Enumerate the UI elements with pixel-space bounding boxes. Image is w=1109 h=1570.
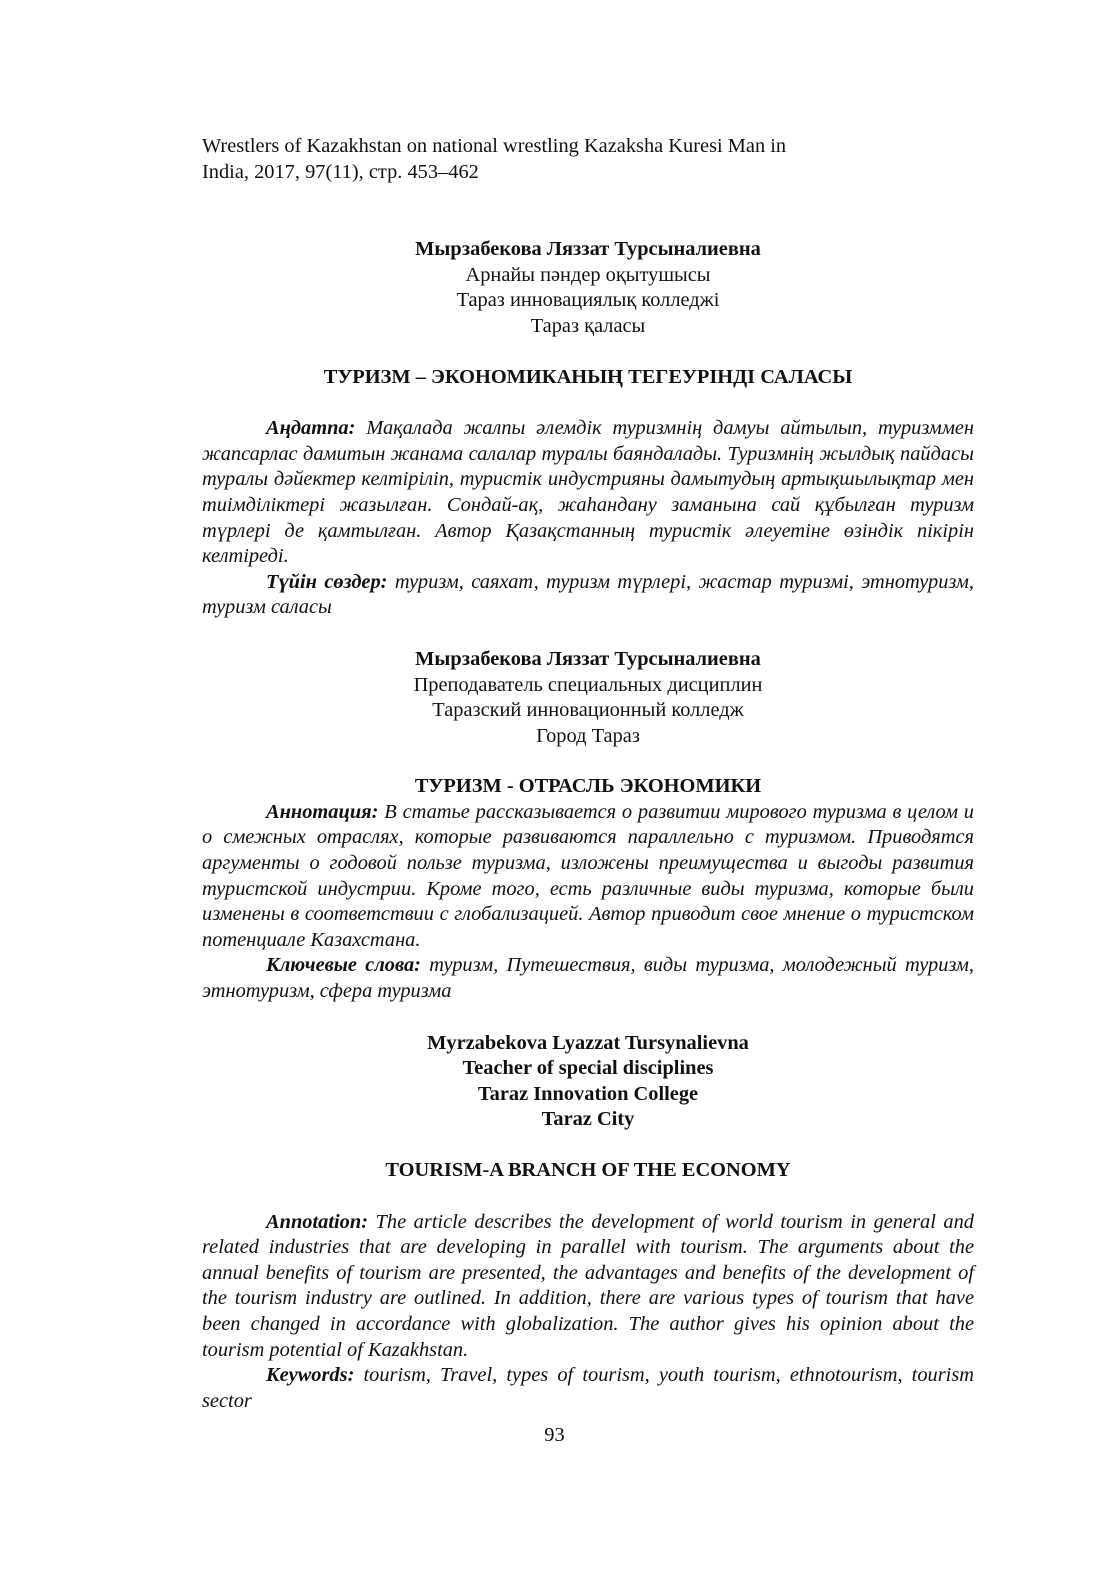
russian-keywords bbox=[202, 953, 974, 1004]
page-number: 93 bbox=[544, 1424, 565, 1446]
russian-section bbox=[202, 647, 974, 1005]
kazakh-author-position: Арнайы пәндер оқытушысы bbox=[465, 263, 711, 286]
kazakh-abstract bbox=[202, 416, 974, 570]
russian-abstract bbox=[202, 800, 974, 954]
english-author-name: Myrzabekova Lyazzat Tursynalievna bbox=[427, 1031, 749, 1054]
russian-author-block bbox=[202, 647, 974, 749]
english-abstract-label: Annotation: bbox=[266, 1210, 368, 1233]
russian-author-position: Преподаватель специальных дисциплин bbox=[413, 673, 763, 696]
kazakh-keywords bbox=[202, 570, 974, 621]
english-author-city: Taraz City bbox=[541, 1108, 635, 1131]
russian-keywords-label: Ключевые слова: bbox=[266, 954, 421, 977]
russian-abstract-text: В статье рассказывается о развитии мирового туризма в целом и о смежных отраслях, которые развиваются параллельно с туризмом. Приводятся аргументы о годовой пользе туризма, изложены преимущества и выгоды развития туристской индустрии. Кроме того, есть различные виды туризма, которые были изменены в соответствии с глобализацией. Автор приводит свое мнение о туристском потенциале Казахстана. bbox=[202, 800, 974, 951]
english-keywords-text: tourism, Travel, types of tourism, youth tourism, ethnotourism, tourism sector bbox=[202, 1364, 974, 1412]
kazakh-section bbox=[202, 237, 974, 621]
kazakh-keywords-label: Түйін сөздер: bbox=[266, 570, 388, 593]
russian-article-title: ТУРИЗМ - ОТРАСЛЬ ЭКОНОМИКИ bbox=[414, 775, 762, 798]
kazakh-keywords-text: туризм, саяхат, туризм түрлері, жастар туризмі, этнотуризм, туризм саласы bbox=[202, 570, 974, 619]
russian-abstract-label: Аннотация: bbox=[266, 800, 379, 823]
reference-line-2: India, 2017, 97(11), стр. 453–462 bbox=[202, 160, 479, 183]
reference-continuation bbox=[202, 134, 974, 185]
kazakh-author-institution: Тараз инновациялық колледжі bbox=[456, 289, 720, 312]
english-author-block bbox=[202, 1031, 974, 1133]
english-author-position: Teacher of special disciplines bbox=[462, 1057, 714, 1080]
kazakh-author-name: Мырзабекова Ляззат Турсыналиевна bbox=[415, 238, 761, 261]
english-abstract bbox=[202, 1210, 974, 1364]
kazakh-article-title: ТУРИЗМ – ЭКОНОМИКАНЫҢ ТЕГЕУРІНДІ САЛАСЫ bbox=[323, 365, 853, 388]
english-article-title: TOURISM-A BRANCH OF THE ECONOMY bbox=[385, 1159, 791, 1181]
russian-author-name: Мырзабекова Ляззат Турсыналиевна bbox=[415, 647, 761, 670]
russian-author-institution: Таразский инновационный колледж bbox=[432, 699, 744, 722]
kazakh-author-block bbox=[202, 237, 974, 339]
kazakh-abstract-label: Аңдатпа: bbox=[266, 417, 356, 440]
russian-keywords-text: туризм, Путешествия, виды туризма, молодежный туризм, этнотуризм, сфера туризма bbox=[202, 954, 974, 1003]
russian-author-city: Город Тараз bbox=[536, 724, 640, 747]
english-keywords bbox=[202, 1363, 974, 1414]
page-content bbox=[202, 134, 974, 1414]
kazakh-abstract-text: Мақалада жалпы әлемдік туризмнің дамуы айтылып, туризммен жапсарлас дамитын жанама салалар туралы баяндалады. Туризмнің жылдық пайдасы туралы дәйектер келтіріліп, туристік индустрияны дамытудың артықшылықтар мен тиімділіктері жазылған. Сондай-ақ, жаһандану заманына сай құбылған туризм түрлері де қамтылған. Автор Қазақстанның туристік әлеуетіне өзіндік пікірін келтіреді. bbox=[202, 417, 974, 568]
english-section bbox=[202, 1031, 974, 1415]
english-author-institution: Taraz Innovation College bbox=[477, 1082, 699, 1105]
english-abstract-text: The article describes the development of world tourism in general and related industries that are developing in parallel with tourism. The arguments about the annual benefits of tourism are presented, the advantages and benefits of the development of the tourism industry are outlined. In addition, there are various types of tourism that have been changed in accordance with globalization. The author gives his opinion about the tourism potential of Kazakhstan. bbox=[202, 1210, 974, 1361]
reference-line-1: Wrestlers of Kazakhstan on national wrestling Kazaksha Kuresi Man in bbox=[202, 135, 787, 157]
kazakh-author-city: Тараз қаласы bbox=[530, 314, 646, 337]
english-keywords-label: Keywords: bbox=[266, 1364, 355, 1387]
